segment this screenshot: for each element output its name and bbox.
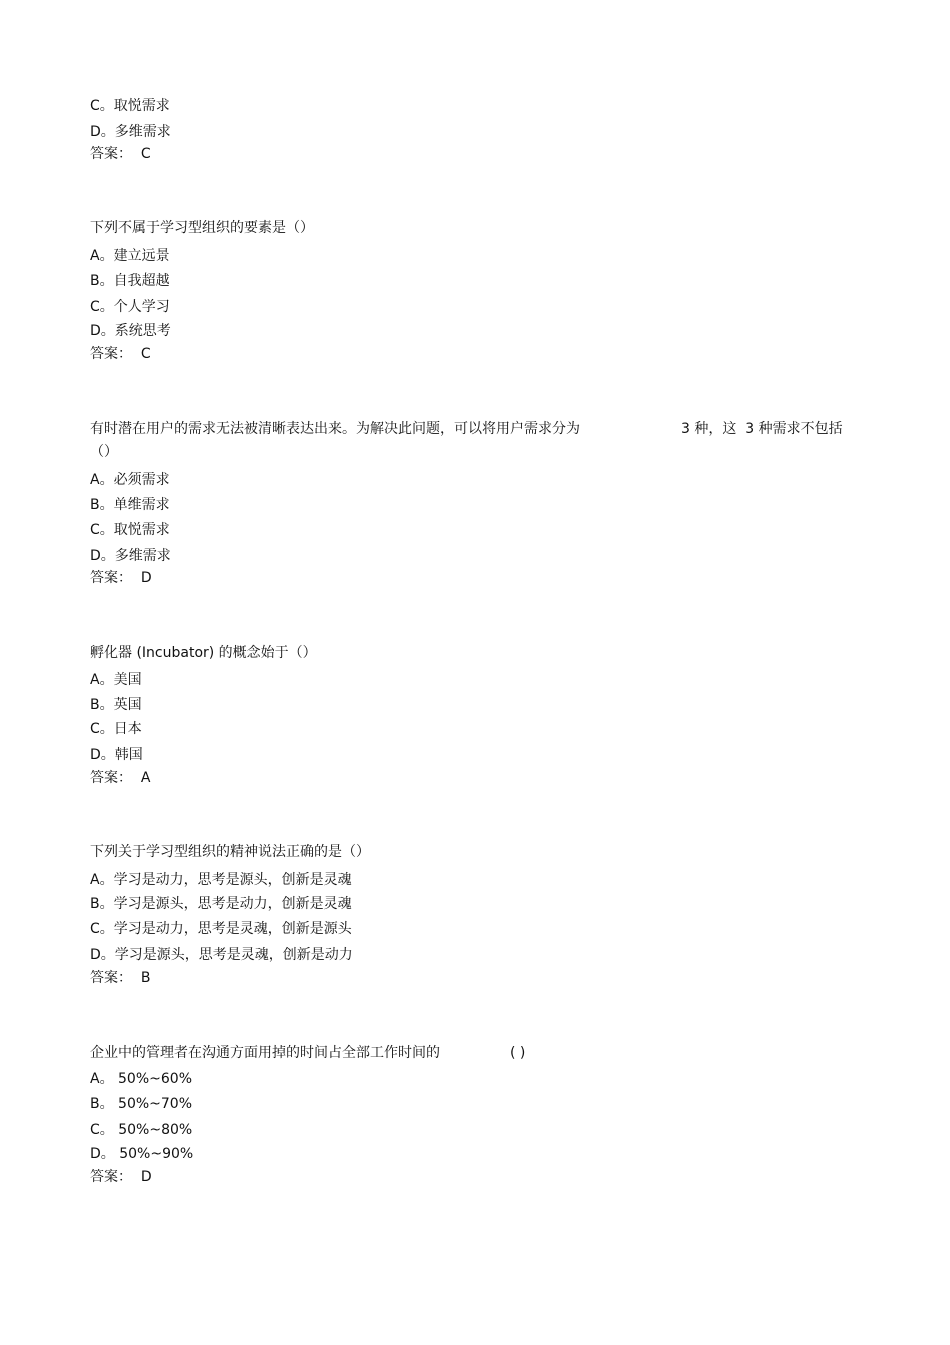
answer: 答案： A	[90, 770, 151, 786]
option-b: B。英国	[90, 697, 142, 713]
answer: 答案： C	[90, 346, 151, 362]
option-b: B。单维需求	[90, 497, 170, 513]
option-d: D。韩国	[90, 747, 143, 763]
option-d: D。 50%~90%	[90, 1146, 194, 1162]
option-b: B。 50%~70%	[90, 1096, 193, 1112]
answer: 答案： D	[90, 570, 152, 586]
option-b: B。自我超越	[90, 273, 170, 289]
option-d: D。多维需求	[90, 548, 171, 564]
option-a: A。学习是动力，思考是源头，创新是灵魂	[90, 872, 352, 888]
option-d: D。多维需求	[90, 124, 171, 140]
option-a: A。建立远景	[90, 248, 170, 264]
option-c: C。取悦需求	[90, 98, 170, 114]
option-d: D。系统思考	[90, 323, 171, 339]
question-title: 企业中的管理者在沟通方面用掉的时间占全部工作时间的	[90, 1045, 440, 1061]
option-b: B。学习是源头，思考是动力，创新是灵魂	[90, 896, 352, 912]
question-title: 下列不属于学习型组织的要素是（）	[90, 220, 314, 236]
option-c: C。取悦需求	[90, 522, 170, 538]
question-title: 有时潜在用户的需求无法被清晰表达出来。为解决此问题，可以将用户需求分为	[90, 421, 580, 437]
question-title: 孵化器 (Incubator) 的概念始于（）	[90, 645, 317, 661]
option-c: C。学习是动力，思考是灵魂，创新是源头	[90, 921, 352, 937]
option-c: C。 50%~80%	[90, 1122, 193, 1138]
option-c: C。日本	[90, 721, 142, 737]
option-a: A。 50%~60%	[90, 1071, 192, 1087]
answer: 答案： D	[90, 1169, 152, 1185]
answer: 答案： B	[90, 970, 151, 986]
question-title-continued: 3 种，这 3 种需求不包括	[681, 421, 843, 437]
question-title-paren: ( )	[510, 1045, 526, 1061]
option-a: A。美国	[90, 672, 142, 688]
question-title-paren: （）	[90, 444, 118, 460]
option-a: A。必须需求	[90, 472, 170, 488]
answer: 答案： C	[90, 146, 151, 162]
question-title: 下列关于学习型组织的精神说法正确的是（）	[90, 844, 370, 860]
option-c: C。个人学习	[90, 299, 170, 315]
option-d: D。学习是源头，思考是灵魂，创新是动力	[90, 947, 353, 963]
